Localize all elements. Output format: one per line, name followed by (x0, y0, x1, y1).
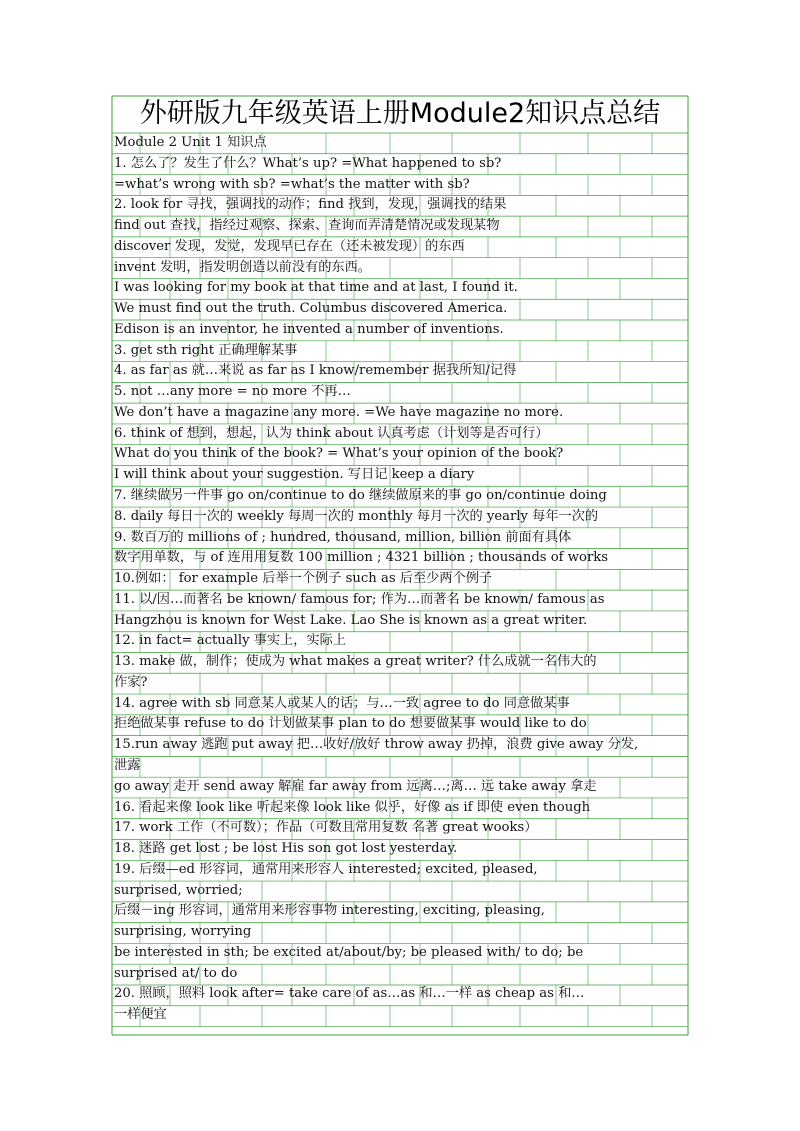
text-line: 4. as far as 就…来说 as far as I know/remember 据我所知/记得 (114, 363, 517, 379)
text-line: I was looking for my book at that time and at last, I found it. (114, 280, 518, 296)
text-line: discover 发现，发觉，发现早已存在（还未被发现）的东西 (114, 238, 465, 254)
page-title: 外研版九年级英语上册Module2知识点总结 (139, 98, 661, 129)
text-line: 17. work 工作（不可数）；作品（可数且常用复数 名著 great wooks） (114, 820, 538, 836)
text-line: 14. agree with sb 同意某人或某人的话；与…一致 agree to do 同意做某事 (114, 695, 570, 711)
text-line: find out 查找，指经过观察、探索、查询而弄清楚情况或发现某物 (114, 218, 500, 234)
text-line: What do you think of the book? = What’s your opinion of the book? (114, 446, 564, 462)
text-line: 20. 照顾，照料 look after= take care of as…as 和…一样 as cheap as 和… (114, 986, 585, 1002)
text-line: be interested in sth; be excited at/about/by; be pleased with/ to do; be (114, 944, 584, 960)
text-line: 1. 怎么了？发生了什么？What’s up? =What happened to sb? (114, 155, 502, 171)
text-line: 16. 看起来像 look like 听起来像 look like 似乎，好像 as if 即使 even though (114, 799, 591, 815)
text-line: 7. 继续做另一件事 go on/continue to do 继续做原来的事 go on/continue doing (114, 488, 607, 504)
text-line: 泄露 (114, 757, 141, 773)
text-line: 10.例如： for example 后举一个例子 such as 后至少两个例子 (114, 571, 493, 587)
text-line: 9. 数百万的 millions of ; hundred, thousand, million, billion 前面有具体 (114, 529, 572, 545)
text-line: go away 走开 send away 解雇 far away from 远离…;离… 远 take away 拿走 (114, 778, 597, 794)
text-body (114, 133, 719, 1026)
text-line: 12. in fact= actually 事实上，实际上 (114, 633, 347, 649)
text-line: 19. 后缀—ed 形容词，通常用来形容人 interested; excited, pleased, (114, 861, 538, 877)
text-line: Hangzhou is known for West Lake. Lao She is known as a great writer. (114, 612, 588, 628)
text-line: 15.run away 逃跑 put away 把…收好/放好 throw away 扔掉，浪费 give away 分发, (114, 737, 639, 753)
text-line: 2. look for 寻找，强调找的动作；find 找到，发现，强调找的结果 (114, 197, 507, 213)
text-line: I will think about your suggestion. 写日记 keep a diary (114, 467, 475, 483)
text-line: 后缀－ing 形容词，通常用来形容事物 interesting, exciting, pleasing, (114, 903, 545, 919)
text-line: 作家? (114, 674, 148, 690)
text-line: =what’s wrong with sb? =what’s the matter with sb? (114, 176, 470, 192)
text-line: surprised, worried; (114, 882, 243, 898)
text-line: surprising, worrying (114, 924, 252, 940)
text-line: We must find out the truth. Columbus discovered America. (114, 301, 508, 317)
text-line: 8. daily 每日一次的 weekly 每周一次的 monthly 每月一次的 yearly 每年一次的 (114, 508, 599, 524)
text-line: 11. 以/因…而著名 be known/ famous for; 作为…而著名 be known/ famous as (114, 591, 605, 607)
text-line: 一样便宜 (114, 1007, 167, 1023)
text-line: 3. get sth right 正确理解某事 (114, 342, 298, 358)
text-line: 13. make 做，制作；使成为 what makes a great writer? 什么成就一名伟大的 (114, 654, 597, 670)
text-line: 18. 迷路 get lost ; be lost His son got lost yesterday. (114, 841, 458, 857)
text-line: 拒绝做某事 refuse to do 计划做某事 plan to do 想要做某事 would like to do (114, 716, 587, 732)
text-line: 数字用单数，与 of 连用用复数 100 million ; 4321 billion ; thousands of works (114, 550, 609, 566)
text-line: 5. not …any more = no more 不再… (114, 384, 351, 400)
text-line: Edison is an inventor, he invented a number of inventions. (114, 321, 504, 337)
text-line: Module 2 Unit 1 知识点 (114, 135, 267, 150)
text-line: surprised at/ to do (114, 965, 238, 981)
text-line: 6. think of 想到，想起，认为 think about 认真考虑（计划等是否可行） (114, 425, 549, 441)
text-line: We don’t have a magazine any more. =We have magazine no more. (114, 404, 564, 420)
text-line: invent 发明，指发明创造以前没有的东西。 (114, 259, 371, 275)
